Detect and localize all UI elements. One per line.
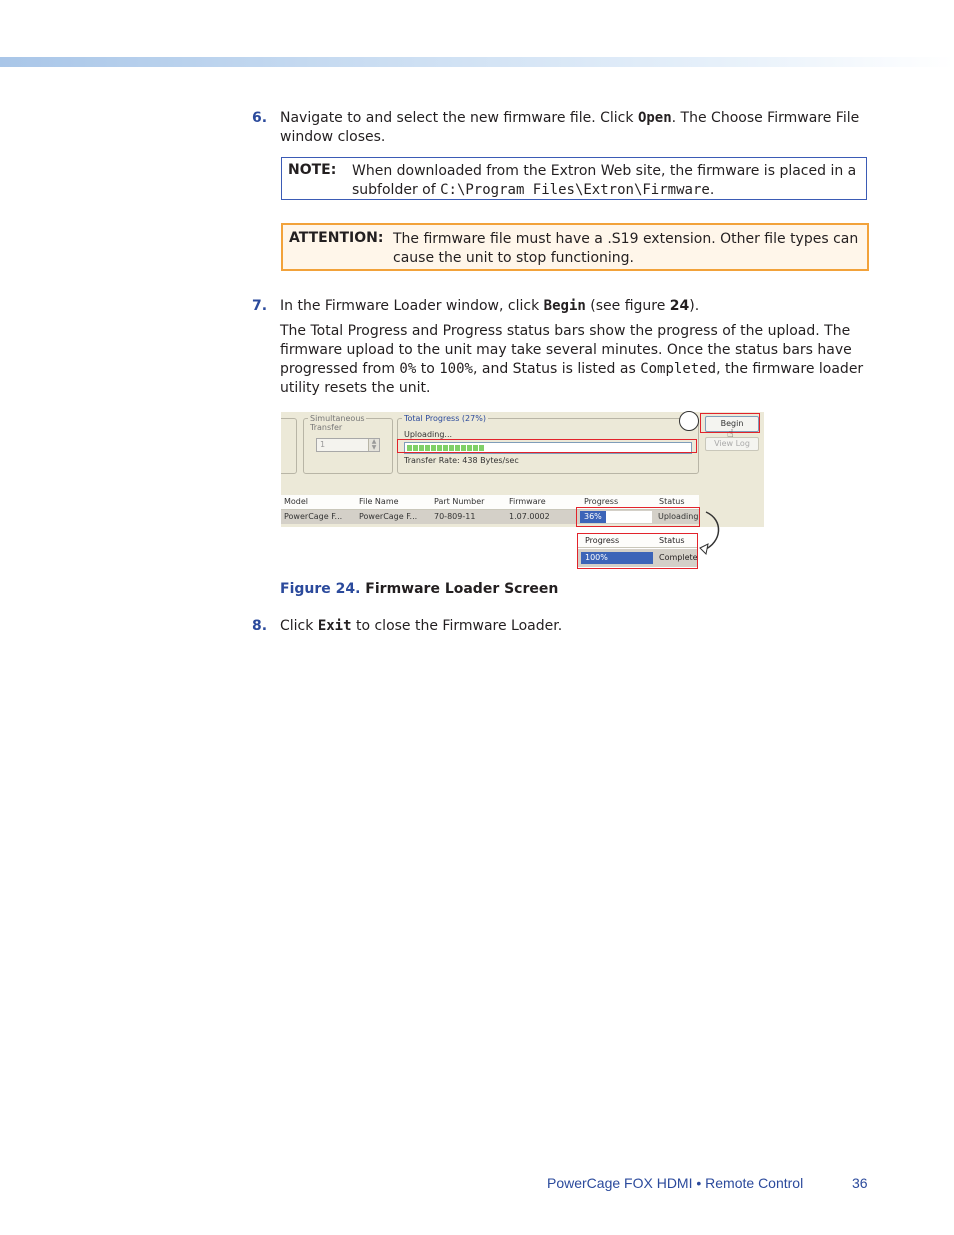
attention-box <box>281 223 869 271</box>
curved-arrow-icon <box>698 508 728 558</box>
figure-caption <box>280 580 558 599</box>
total-progress-legend: Total Progress (27%) <box>404 414 486 423</box>
spinner-value: 1 <box>320 440 326 449</box>
command-begin: Begin <box>543 298 586 314</box>
hand-cursor-icon: ☝ <box>727 427 734 440</box>
para-line: , the firmware loader <box>716 361 864 377</box>
status-completed: Completed <box>640 361 717 377</box>
view-log-button-label: View Log <box>714 439 750 448</box>
inset-column-progress: Progress <box>585 536 620 545</box>
step-text-part: . The Choose Firmware File <box>671 110 860 126</box>
value-0-percent: 0% <box>399 361 417 377</box>
cell-progress-value: 36% <box>584 512 602 521</box>
inset-column-status: Status <box>659 536 685 545</box>
step-number: 7. <box>252 298 268 314</box>
note-label: NOTE: <box>288 162 337 178</box>
note-text-part: When downloaded from the Extron Web site, the firmware is placed in a <box>352 163 857 179</box>
step-7-paragraph <box>280 322 865 398</box>
step-text <box>280 109 860 147</box>
begin-button-label: Begin <box>720 419 744 428</box>
completed-inset <box>577 533 698 569</box>
step-text-part: Click <box>280 618 318 634</box>
simultaneous-transfer-group <box>303 414 393 474</box>
step-text-part: ). <box>689 298 700 314</box>
para-line: progressed from <box>280 361 400 377</box>
para-line: The Total Progress and Progress status bars show the progress of the upload. The <box>280 323 851 339</box>
inset-status: Complete <box>659 553 698 562</box>
command-open: Open <box>637 110 672 126</box>
value-100-percent: 100% <box>439 361 473 377</box>
cell-status: Uploading <box>658 512 699 521</box>
attention-label: ATTENTION: <box>289 230 384 246</box>
cell-part-number: 70-809-11 <box>434 512 476 521</box>
note-box <box>281 157 867 200</box>
column-firmware[interactable]: Firmware <box>509 497 546 506</box>
attention-text-part: cause the unit to stop functioning. <box>393 250 634 266</box>
figure-ref: 24 <box>669 298 690 314</box>
header-gradient-bar <box>0 57 954 67</box>
inset-highlight <box>577 533 698 569</box>
figure-title: Firmware Loader Screen <box>360 581 559 597</box>
callout-circle <box>679 411 699 431</box>
command-exit: Exit <box>317 618 352 634</box>
cell-firmware: 1.07.0002 <box>509 512 550 521</box>
step-number: 8. <box>252 618 268 634</box>
uploading-label: Uploading... <box>404 430 453 439</box>
para-line: , and Status is listed as <box>472 361 641 377</box>
inset-progress-value: 100% <box>585 553 608 562</box>
step-text-part: to close the Firmware Loader. <box>351 618 563 634</box>
column-progress[interactable]: Progress <box>584 497 619 506</box>
para-line: to <box>416 361 440 377</box>
para-line: firmware upload to the unit may take several minutes. Once the status bars have <box>280 342 852 358</box>
total-progress-highlight <box>397 439 697 453</box>
step-text-part: (see figure <box>585 298 670 314</box>
begin-button-highlight <box>700 413 760 433</box>
column-file-name[interactable]: File Name <box>359 497 399 506</box>
column-model[interactable]: Model <box>284 497 309 506</box>
footer-title: PowerCage FOX HDMI • Remote Control <box>547 1175 804 1191</box>
step-text-part: window closes. <box>280 129 386 145</box>
step-text <box>280 617 860 636</box>
note-text <box>352 162 857 200</box>
step-text <box>280 297 860 316</box>
cell-model: PowerCage F... <box>284 512 343 521</box>
simultaneous-transfer-spinner[interactable] <box>316 438 380 452</box>
step-number: 6. <box>252 110 268 126</box>
para-line: utility resets the unit. <box>280 380 431 396</box>
left-group-box <box>281 418 297 474</box>
page-number: 36 <box>852 1175 868 1191</box>
step-text-part: Navigate to and select the new firmware file. Click <box>280 110 638 126</box>
column-part-number[interactable]: Part Number <box>434 497 485 506</box>
firmware-path: C:\Program Files\Extron\Firmware <box>440 182 710 198</box>
cell-file-name: PowerCage F... <box>359 512 418 521</box>
attention-text-part: The firmware file must have a .S19 extension. Other file types can <box>393 231 859 247</box>
transfer-rate: Transfer Rate: 438 Bytes/sec <box>404 456 519 465</box>
note-text-part: subfolder of <box>352 182 441 198</box>
spinner-arrows-icon[interactable]: ▲ ▼ <box>368 439 379 451</box>
figure-number: Figure 24. <box>280 581 361 597</box>
simultaneous-transfer-legend: Simultaneous Transfer <box>310 414 365 432</box>
row-progress-highlight <box>576 507 700 527</box>
attention-text <box>393 230 863 268</box>
note-text-part: . <box>709 182 715 198</box>
column-status[interactable]: Status <box>659 497 685 506</box>
step-text-part: In the Firmware Loader window, click <box>280 298 544 314</box>
